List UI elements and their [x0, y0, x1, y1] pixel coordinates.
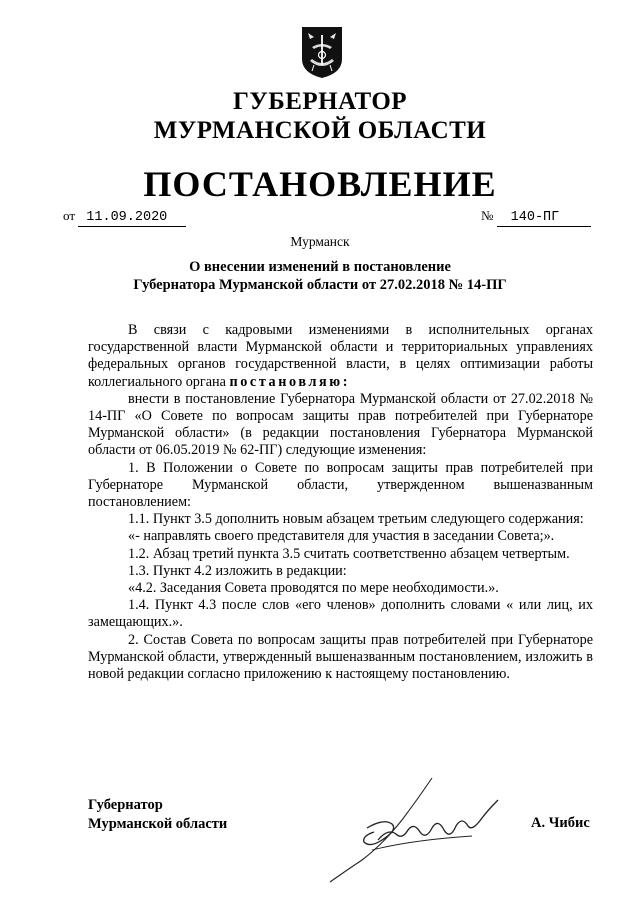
signer-line-1: Губернатор: [88, 797, 163, 813]
preamble-text: В связи с кадровыми изменениями в исполнительных органах государственной власти Мурманской области и территориальных управлениях федеральных органов государственной власти, в целях оптимизации работы коллегиального органа: [88, 322, 593, 390]
resolve-keyword: постановляю:: [229, 373, 351, 390]
number-field: [481, 208, 591, 227]
paragraph-item-1: 1. В Положении о Совете по вопросам защиты прав потребителей при Губернаторе Мурманской области, утвержденном вышеназванным постановлением:: [88, 459, 593, 511]
document-body: [88, 322, 593, 683]
paragraph-item-1-1: 1.1. Пункт 3.5 дополнить новым абзацем третьим следующего содержания:: [128, 511, 584, 528]
paragraph-preamble: [88, 322, 593, 391]
heading-line-1: О внесении изменений в постановление: [189, 259, 451, 275]
authority-title: ГУБЕРНАТОР: [232, 88, 408, 115]
number-prefix: №: [481, 208, 494, 223]
paragraph-item-1-3: 1.3. Пункт 4.2 изложить в редакции:: [128, 562, 347, 579]
paragraph-quote-2: «4.2. Заседания Совета проводятся по мере необходимости.».: [128, 580, 499, 597]
date-value: 11.09.2020: [78, 210, 186, 227]
heading-line-2: Губернатора Мурманской области от 27.02.2018 № 14-ПГ: [133, 277, 507, 293]
document-type-title: ПОСТАНОВЛЕНИЕ: [143, 164, 497, 204]
paragraph-item-1-2: 1.2. Абзац третий пункта 3.5 считать соответственно абзацем четвертым.: [128, 545, 570, 562]
signer-title: [88, 796, 227, 834]
signer-line-2: Мурманской области: [88, 816, 228, 832]
paragraph-main: внести в постановление Губернатора Мурманской области от 27.02.2018 № 14-ПГ «О Совете по вопросам защиты прав потребителей при Губернаторе Мурманской области» (в редакции постановления Губернатора Мурманской области от 06.05.2019 № 62-ПГ) следующие изменения:: [88, 390, 593, 459]
paragraph-item-1-4: 1.4. Пункт 4.3 после слов «его членов» дополнить словами « или лиц, их замещающих.».: [88, 597, 593, 631]
region-title: МУРМАНСКОЙ ОБЛАСТИ: [153, 117, 487, 144]
coat-of-arms-icon: [300, 25, 344, 79]
paragraph-item-2: 2. Состав Совета по вопросам защиты прав потребителей при Губернаторе Мурманской области, утвержденный вышеназванным постановлением, изложить в новой редакции согласно приложению к настоящему постановлению.: [88, 631, 593, 683]
city-label: Мурманск: [290, 234, 350, 249]
signature-icon: [322, 770, 502, 885]
number-value: 140-ПГ: [497, 210, 591, 227]
document-heading: [0, 258, 640, 294]
date-field: [63, 208, 186, 227]
date-prefix: от: [63, 208, 76, 223]
paragraph-quote-1: «- направлять своего представителя для участия в заседании Совета;».: [128, 528, 555, 545]
signer-name: А. Чибис: [531, 815, 590, 831]
